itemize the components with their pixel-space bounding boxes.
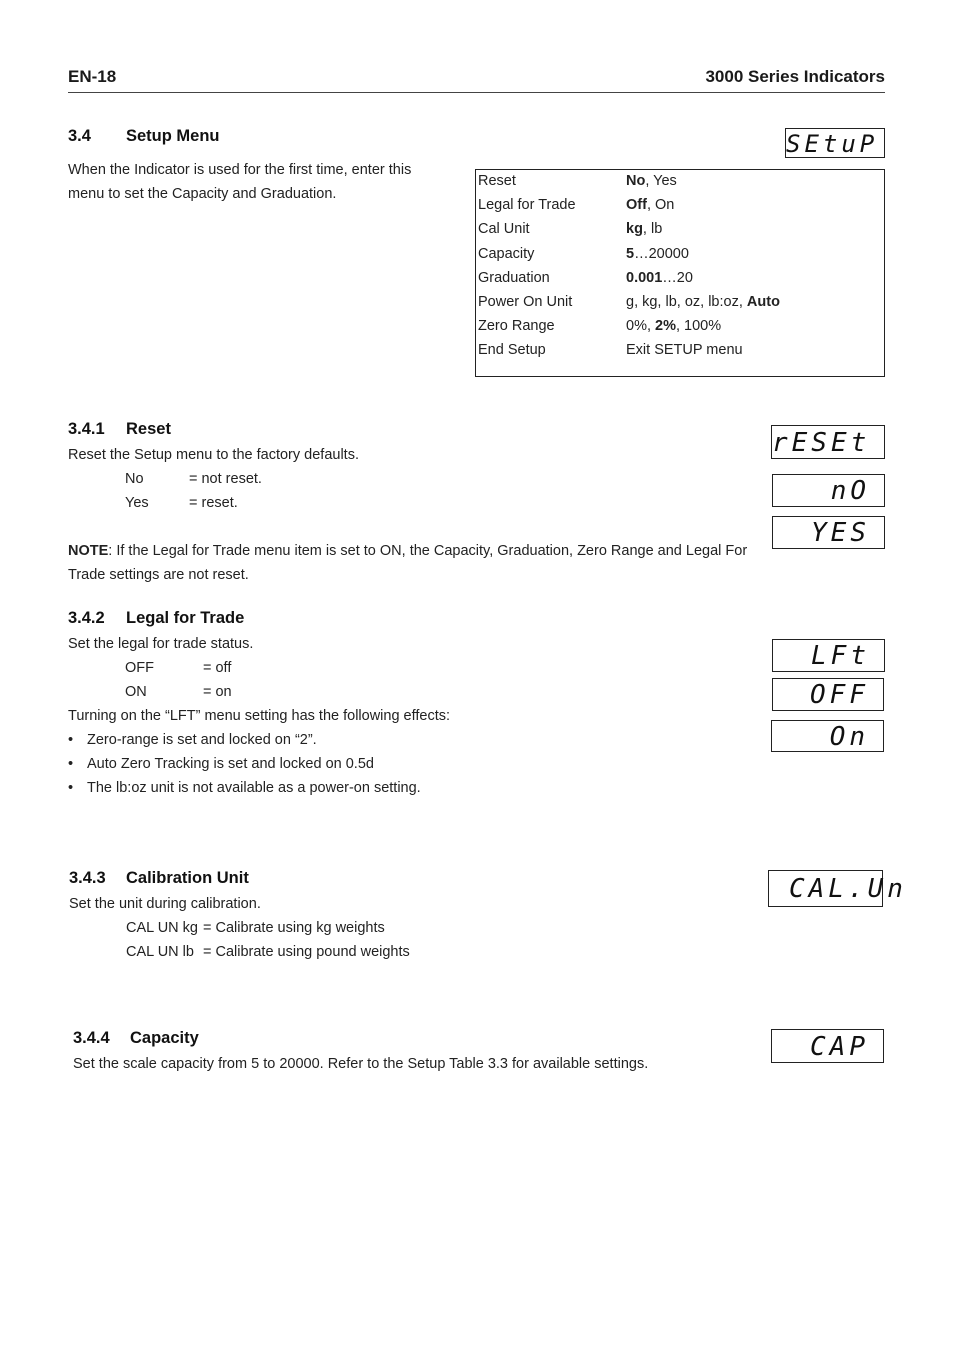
row-value: 0%, 2%, 100% <box>626 318 722 334</box>
reset-note <box>68 539 747 563</box>
section-3-4-3-heading <box>69 869 249 888</box>
section-number: 3.4.3 <box>69 869 106 887</box>
section-title: Setup Menu <box>126 127 220 145</box>
section-number: 3.4.4 <box>73 1029 110 1047</box>
setup-intro <box>68 158 411 206</box>
section-title: Legal for Trade <box>126 609 245 627</box>
lcd-off: OFF <box>772 678 884 711</box>
option-name: CAL UN kg <box>126 920 198 936</box>
row-key: Power On Unit <box>478 294 573 310</box>
section-title: Capacity <box>130 1029 199 1047</box>
lft-description: Set the legal for trade status. <box>68 636 254 652</box>
option-value: = on <box>203 684 232 700</box>
capacity-description: Set the scale capacity from 5 to 20000. Refer to the Setup Table 3.3 for available settings. <box>73 1056 649 1072</box>
row-key: Legal for Trade <box>478 197 576 213</box>
section-number: 3.4.1 <box>68 420 105 438</box>
row-value: No, Yes <box>626 173 677 189</box>
lcd-lft: LFt <box>772 639 885 672</box>
section-3-4-4-heading <box>73 1029 199 1048</box>
option-value: = Calibrate using pound weights <box>203 944 410 960</box>
section-number: 3.4.2 <box>68 609 105 627</box>
row-key: Zero Range <box>478 318 555 334</box>
row-value: Off, On <box>626 197 675 213</box>
row-key: Capacity <box>478 246 535 262</box>
lft-effects-intro: Turning on the “LFT” menu setting has the following effects: <box>68 708 451 724</box>
lcd-no: nO <box>772 474 885 507</box>
lcd-on: On <box>771 720 884 752</box>
row-value: Exit SETUP menu <box>626 342 743 358</box>
reset-description: Reset the Setup menu to the factory defaults. <box>68 447 359 463</box>
reset-note-line-2: Trade settings are not reset. <box>68 567 249 583</box>
row-value: 0.001…20 <box>626 270 693 286</box>
list-item: • Zero-range is set and locked on “2”. <box>68 732 317 748</box>
option-value: = off <box>203 660 232 676</box>
option-name: Yes <box>125 495 149 511</box>
note-label: NOTE <box>68 543 109 559</box>
row-key: Graduation <box>478 270 550 286</box>
section-3-4-heading <box>68 127 220 146</box>
option-name: No <box>125 471 144 487</box>
lcd-yes: YES <box>772 516 885 549</box>
calunit-description: Set the unit during calibration. <box>69 896 261 912</box>
setup-intro-line-1: When the Indicator is used for the first time, enter this <box>68 162 412 178</box>
note-text: : If the Legal for Trade menu item is set to ON, the Capacity, Graduation, Zero Range and Legal For <box>108 543 748 559</box>
header-divider <box>68 92 885 93</box>
setup-intro-line-2: menu to set the Capacity and Graduation. <box>68 186 337 202</box>
section-3-4-2-heading <box>68 609 244 628</box>
row-value: g, kg, lb, oz, lb:oz, Auto <box>626 294 780 310</box>
document-title: 3000 Series Indicators <box>705 67 885 86</box>
option-name: ON <box>125 684 147 700</box>
row-key: End Setup <box>478 342 546 358</box>
section-3-4-1-heading <box>68 420 171 439</box>
row-value: 5…20000 <box>626 246 689 262</box>
lcd-cap: CAP <box>771 1029 884 1063</box>
option-name: OFF <box>125 660 154 676</box>
section-title: Reset <box>126 420 171 438</box>
lcd-reset: rESEt <box>771 425 885 459</box>
option-value: = reset. <box>189 495 238 511</box>
option-value: = Calibrate using kg weights <box>203 920 385 936</box>
option-value: = not reset. <box>189 471 262 487</box>
row-key: Reset <box>478 173 516 189</box>
lcd-setup: SEtuP <box>785 128 885 158</box>
row-value: kg, lb <box>626 221 663 237</box>
setup-menu-table <box>475 169 885 377</box>
lcd-calun: CAL.Un <box>768 870 883 907</box>
option-name: CAL UN lb <box>126 944 194 960</box>
list-item: • The lb:oz unit is not available as a power-on setting. <box>68 780 421 796</box>
row-key: Cal Unit <box>478 221 530 237</box>
page-number: EN-18 <box>68 67 117 86</box>
list-item: • Auto Zero Tracking is set and locked on 0.5d <box>68 756 374 772</box>
section-title: Calibration Unit <box>126 869 249 887</box>
section-number: 3.4 <box>68 127 91 145</box>
